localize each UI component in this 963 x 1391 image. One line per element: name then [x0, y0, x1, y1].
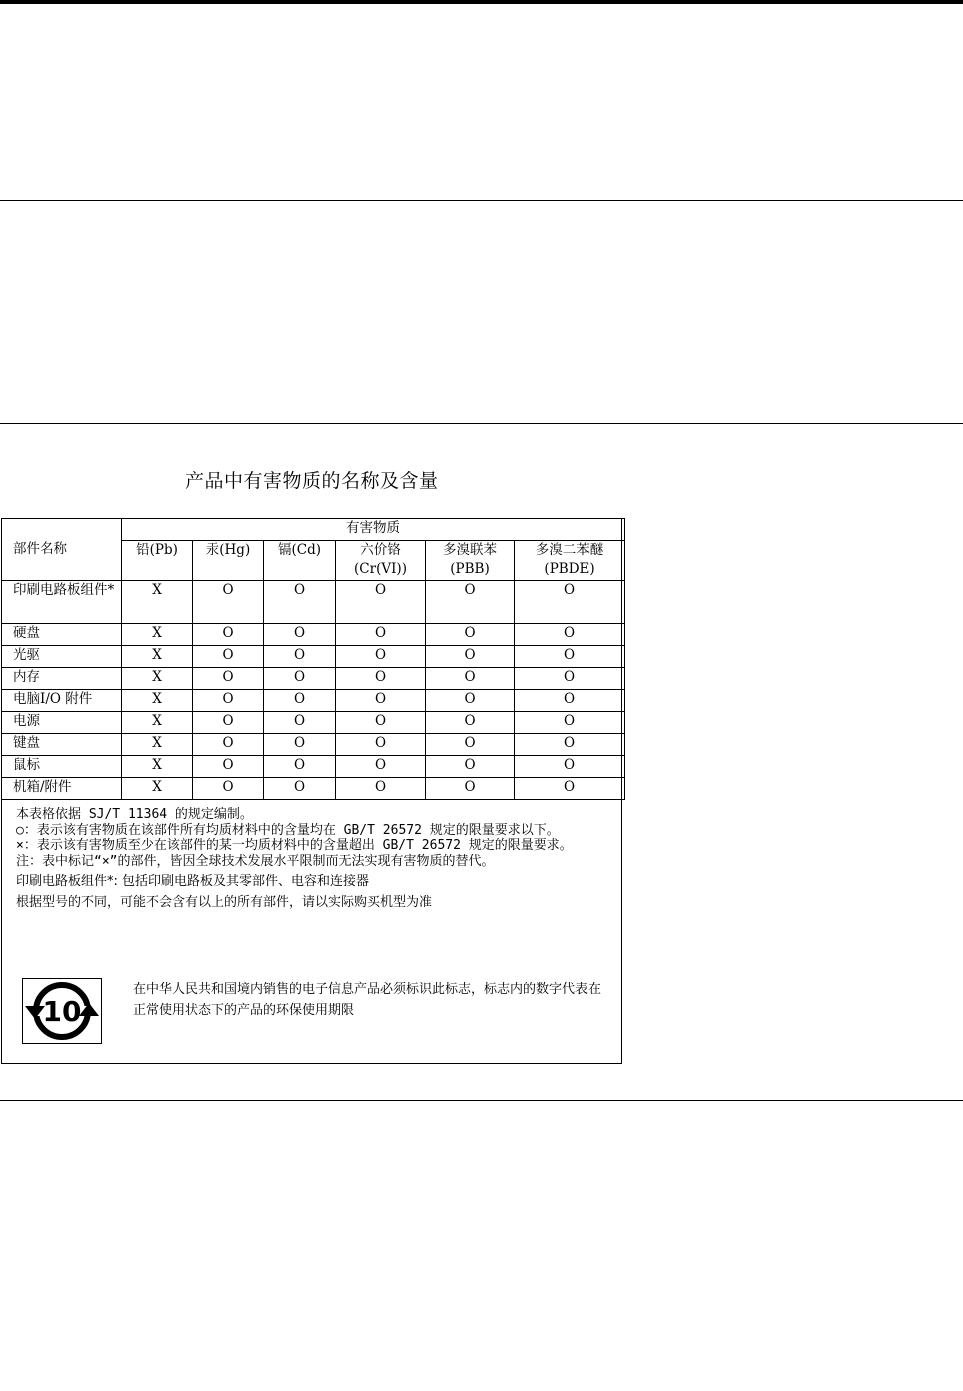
- substance-value-cell: O: [426, 668, 515, 690]
- substance-value-cell: O: [264, 778, 336, 800]
- svg-text:10: 10: [42, 995, 82, 1028]
- table-row: [2, 624, 625, 646]
- substance-value-cell: O: [264, 712, 336, 734]
- substance-value-cell: X: [122, 756, 193, 778]
- part-name-header: 部件名称: [2, 519, 122, 581]
- substance-value-cell: O: [336, 581, 426, 624]
- substance-value-cell: O: [193, 581, 264, 624]
- substance-value-cell: O: [426, 690, 515, 712]
- substance-value-cell: O: [515, 712, 625, 734]
- part-name-cell: 硬盘: [2, 624, 122, 646]
- substance-value-cell: O: [515, 778, 625, 800]
- substance-value-cell: O: [336, 624, 426, 646]
- substance-value-cell: X: [122, 646, 193, 668]
- substance-value-cell: O: [426, 624, 515, 646]
- hazardous-substance-sheet: [1, 518, 622, 1064]
- substance-value-cell: O: [426, 756, 515, 778]
- substance-value-cell: O: [193, 668, 264, 690]
- substance-value-cell: O: [264, 624, 336, 646]
- part-name-cell: 键盘: [2, 734, 122, 756]
- substance-value-cell: O: [426, 646, 515, 668]
- note-line: 本表格依据 SJ/T 11364 的规定编制。: [16, 807, 253, 822]
- table-row: [2, 778, 625, 800]
- epup-description: 在中华人民共和国境内销售的电子信息产品必须标识此标志，标志内的数字代表在正常使用状态下的产品的环保使用期限: [133, 982, 602, 1018]
- substance-value-cell: X: [122, 581, 193, 624]
- substance-value-cell: O: [193, 756, 264, 778]
- substance-value-cell: X: [122, 778, 193, 800]
- top-rule: [0, 0, 963, 4]
- substance-value-cell: O: [193, 778, 264, 800]
- substance-value-cell: X: [122, 690, 193, 712]
- notes-block: [16, 807, 616, 913]
- substance-value-cell: O: [264, 581, 336, 624]
- substance-value-cell: O: [264, 690, 336, 712]
- table-header-row: [2, 519, 625, 541]
- substance-value-cell: O: [336, 778, 426, 800]
- table-row: [2, 756, 625, 778]
- substance-value-cell: X: [122, 734, 193, 756]
- hazardous-substance-table: [1, 518, 625, 800]
- part-name-cell: 印刷电路板组件*: [2, 581, 122, 624]
- substance-value-cell: O: [426, 581, 515, 624]
- substance-value-cell: O: [515, 690, 625, 712]
- divider-rule: [0, 423, 963, 424]
- column-header-pb: 铅(Pb): [122, 541, 193, 581]
- note-line: ×：表示该有害物质至少在该部件的某一均质材料中的含量超出 GB/T 26572 规定的限量要求。: [16, 838, 573, 853]
- substance-value-cell: O: [515, 756, 625, 778]
- substance-value-cell: O: [264, 646, 336, 668]
- substance-value-cell: O: [515, 734, 625, 756]
- table-row: [2, 712, 625, 734]
- substance-value-cell: X: [122, 624, 193, 646]
- substance-value-cell: X: [122, 668, 193, 690]
- substance-value-cell: O: [515, 581, 625, 624]
- table-row: [2, 734, 625, 756]
- substance-value-cell: O: [264, 734, 336, 756]
- substance-value-cell: O: [336, 734, 426, 756]
- column-header-crvi: 六价铬 (Cr(VI)): [336, 541, 426, 581]
- part-name-cell: 鼠标: [2, 756, 122, 778]
- note-line: 根据型号的不同，可能不会含有以上的所有部件，请以实际购买机型为准: [16, 895, 433, 910]
- substance-value-cell: O: [193, 712, 264, 734]
- column-header-pbde: 多溴二苯醚 (PBDE): [515, 541, 625, 581]
- part-name-cell: 光驱: [2, 646, 122, 668]
- table-row: [2, 581, 625, 624]
- substance-value-cell: O: [264, 756, 336, 778]
- part-name-cell: 电脑I/O 附件: [2, 690, 122, 712]
- substance-value-cell: O: [426, 734, 515, 756]
- substance-value-cell: O: [264, 668, 336, 690]
- part-name-cell: 电源: [2, 712, 122, 734]
- substance-value-cell: O: [515, 646, 625, 668]
- substance-value-cell: O: [426, 778, 515, 800]
- substance-value-cell: O: [193, 646, 264, 668]
- substance-value-cell: O: [515, 624, 625, 646]
- column-header-hg: 汞(Hg): [193, 541, 264, 581]
- part-name-cell: 内存: [2, 668, 122, 690]
- page-title: 产品中有害物质的名称及含量: [185, 470, 439, 492]
- substance-value-cell: O: [426, 712, 515, 734]
- substance-value-cell: O: [336, 668, 426, 690]
- substance-value-cell: O: [336, 756, 426, 778]
- note-line: 注：表中标记“×”的部件，皆因全球技术发展水平限制而无法实现有害物质的替代。: [16, 853, 495, 869]
- divider-rule: [0, 200, 963, 201]
- part-name-cell: 机箱/附件: [2, 778, 122, 800]
- table-row: [2, 690, 625, 712]
- substance-value-cell: O: [193, 624, 264, 646]
- substance-value-cell: O: [515, 668, 625, 690]
- substance-value-cell: O: [193, 734, 264, 756]
- divider-rule: [0, 1100, 963, 1101]
- substance-value-cell: X: [122, 712, 193, 734]
- epup-10-icon: [22, 978, 102, 1044]
- column-header-cd: 镉(Cd): [264, 541, 336, 581]
- substance-group-header: 有害物质: [122, 519, 625, 541]
- note-line: ○：表示该有害物质在该部件所有均质材料中的含量均在 GB/T 26572 规定的限量要求以下。: [16, 822, 560, 838]
- table-row: [2, 646, 625, 668]
- table-row: [2, 668, 625, 690]
- column-header-pbb: 多溴联苯 (PBB): [426, 541, 515, 581]
- substance-value-cell: O: [193, 690, 264, 712]
- substance-value-cell: O: [336, 646, 426, 668]
- note-line: 印刷电路板组件*: 包括印刷电路板及其零部件、电容和连接器: [16, 874, 370, 889]
- substance-value-cell: O: [336, 690, 426, 712]
- substance-value-cell: O: [336, 712, 426, 734]
